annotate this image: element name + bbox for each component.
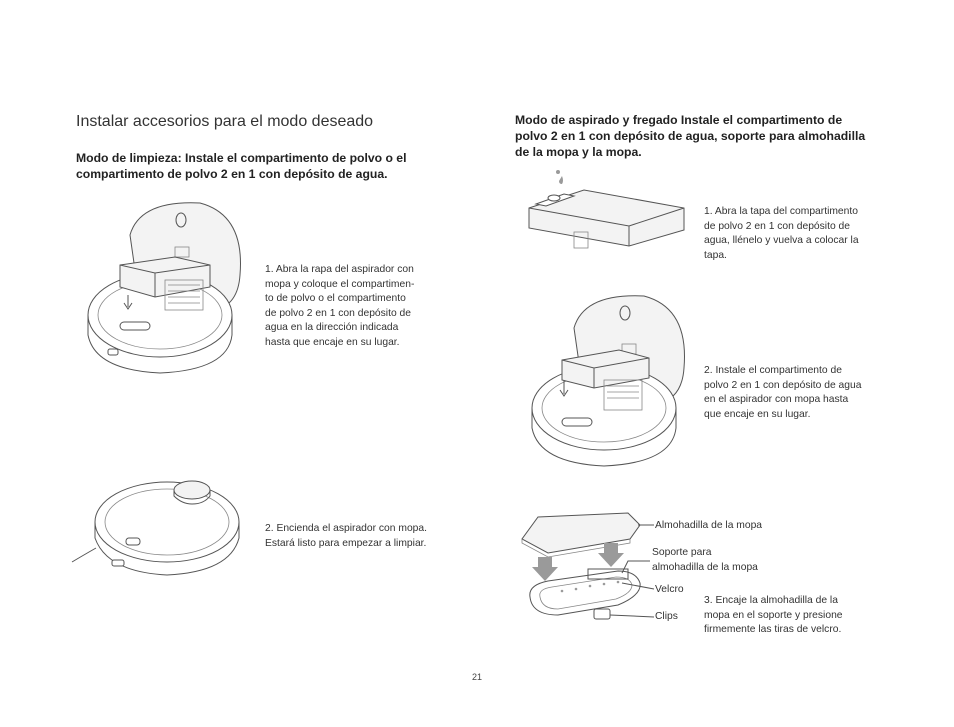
right-subheading-line: de la mopa y la mopa. (515, 145, 642, 159)
label-velcro: Velcro (655, 584, 684, 595)
right-step3-line: 3. Encaje la almohadilla de la (704, 595, 838, 606)
label-clips: Clips (655, 611, 678, 622)
mop-pad-holder-illustration (518, 505, 658, 630)
left-step1-line: 1. Abra la rapa del aspirador con (265, 264, 414, 275)
right-step2-line: polvo 2 en 1 con depósito de agua (704, 379, 862, 391)
right-subheading-line: Modo de aspirado y fregado Instale el compartimento de (515, 113, 843, 127)
right-subheading-line: polvo 2 en 1 con depósito de agua, soporte para almohadilla (515, 129, 866, 143)
page-title: Instalar accesorios para el modo deseado (76, 113, 374, 130)
left-subheading: Modo de limpieza: Instale el compartimento de polvo o el compartimento de polvo 2 en 1 con depósito de agua. (76, 151, 407, 181)
right-step1-line: agua, llénelo y vuelva a colocar la (704, 235, 859, 246)
right-step1-line: 1. Abra la tapa del compartimento (704, 206, 858, 217)
left-step1-text (265, 263, 414, 350)
left-step2-line: Estará listo para empezar a limpiar. (265, 537, 427, 549)
left-step1-line: to de polvo o el compartimento (265, 293, 406, 304)
left-step1-line: de polvo 2 en 1 con depósito de (265, 307, 411, 319)
label-mop-holder-line: Soporte para (652, 547, 712, 558)
right-step2-text (704, 364, 861, 422)
robot-open-lid-illustration (80, 195, 250, 380)
robot-closed-illustration (72, 472, 247, 582)
left-step1-line: agua en la dirección indicada (265, 322, 399, 333)
right-step1-line: tapa. (704, 249, 727, 261)
label-mop-pad: Almohadilla de la mopa (655, 520, 763, 531)
robot-tank-install-illustration (524, 288, 694, 473)
right-step2-line: 2. Instale el compartimento de (704, 365, 842, 376)
left-step1-line: mopa y coloque el compartimen- (265, 278, 415, 290)
right-step3-line: mopa en el soporte y presione (704, 609, 843, 621)
label-mop-holder-line: almohadilla de la mopa (652, 561, 758, 573)
right-step3-line: firmemente las tiras de velcro. (704, 624, 842, 635)
page-number: 21 (471, 672, 482, 682)
right-step2-line: en el aspirador con mopa hasta (704, 394, 849, 405)
label-mop-holder (652, 546, 758, 575)
right-step3-text (704, 594, 843, 638)
right-subheading (515, 112, 865, 160)
left-step1-line: hasta que encaje en su lugar. (265, 336, 400, 348)
left-step2-line: 2. Encienda el aspirador con mopa. (265, 523, 427, 534)
left-step2-text (265, 522, 427, 551)
right-step1-text (704, 205, 859, 263)
water-tank-illustration (524, 168, 689, 278)
right-step1-line: de polvo 2 en 1 con depósito de (704, 220, 850, 232)
right-step2-line: que encaje en su lugar. (704, 408, 811, 420)
